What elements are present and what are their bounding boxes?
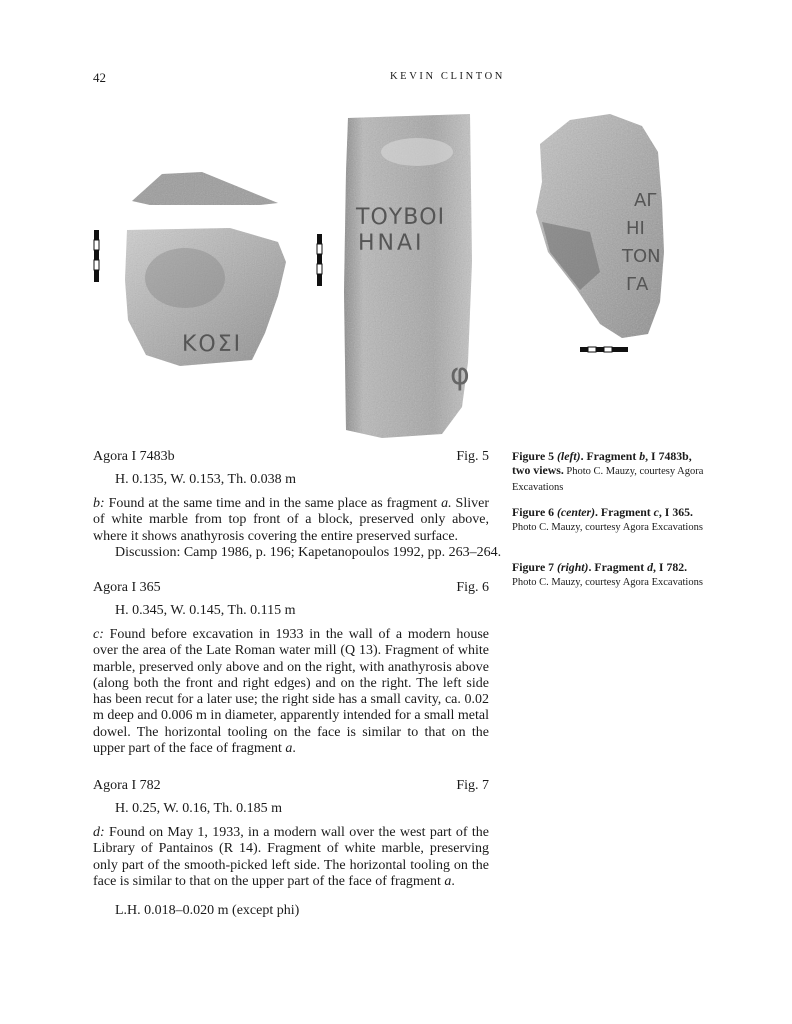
entry-c-id: Agora I 365 [93, 580, 161, 595]
fragment-c-phi: φ [450, 357, 470, 392]
entry-d-description: d: Found on May 1, 1933, in a modern wall over the west part of the Library of Pantainos (R 14). Fragment of white marble, preserving only part of the smooth-picked left side. The horizontal tooling on the face is similar to that on the upper part of the face of fragment a. [93, 825, 489, 889]
entry-c-heading [93, 580, 489, 596]
fragment-d-line-3: ΤΟΝ [622, 246, 661, 267]
entry-c-fig: Fig. 6 [456, 580, 489, 595]
fragment-d-line-2: ΗΙ [626, 218, 645, 239]
entry-b-id: Agora I 7483b [93, 449, 175, 464]
fragment-c-line-2: ΗΝΑΙ [358, 231, 425, 256]
entry-d-id: Agora I 782 [93, 778, 161, 793]
entry-d-letter-height: L.H. 0.018–0.020 m (except phi) [115, 903, 300, 918]
fragment-b-inscription: ΚΟΣΙ [182, 332, 243, 357]
figure-5-photo [90, 170, 300, 385]
entry-c-description: c: Found before excavation in 1933 in the wall of a modern house over the area of the Late Roman water mill (Q 13). Fragment of white marble, preserved only above and on the right, with anathyrosis above (along both the front and right edges) and on the right. The left side has been recut for a later use; the right side has a small cavity, ca. 0.02 m deep and 0.006 m in diameter, apparently intended for a small metal dowel. The horizontal tooling on the face is similar to that on the upper part of the face of fragment a. [93, 627, 489, 757]
fragment-d-line-4: ΓΑ [626, 274, 649, 295]
page-number: 42 [93, 70, 106, 85]
entry-b-dimensions: H. 0.135, W. 0.153, Th. 0.038 m [115, 472, 296, 487]
entry-d-heading [93, 778, 489, 794]
entry-d-fig: Fig. 7 [456, 778, 489, 793]
entry-b-fig: Fig. 5 [456, 449, 489, 464]
caption-figure-7: Figure 7 (right). Fragment d, I 782. Photo C. Mauzy, courtesy Agora Excavations [512, 560, 703, 588]
entry-b-heading [93, 449, 489, 465]
entry-c-dimensions: H. 0.345, W. 0.145, Th. 0.115 m [115, 603, 296, 618]
fragment-c-line-1: ΤΟΥΒΟΙ [356, 205, 446, 230]
entry-d-dimensions: H. 0.25, W. 0.16, Th. 0.185 m [115, 801, 282, 816]
caption-figure-5: Figure 5 (left). Fragment b, I 7483b, two views. Photo C. Mauzy, courtesy Agora Excavations [512, 449, 704, 493]
figure-6-photo [312, 112, 482, 442]
running-head: KEVIN CLINTON [390, 71, 505, 82]
fragment-d-line-1: ΑΓ [634, 190, 657, 211]
entry-b-discussion: Discussion: Camp 1986, p. 196; Kapetanopoulos 1992, pp. 263–264. [115, 545, 502, 560]
entry-b-description: b: Found at the same time and in the same place as fragment a. Sliver of white marble from top front of a block, preserved only above, where it shows anathyrosis covering the entire preserved surface. [93, 496, 489, 544]
figure-7-photo [530, 112, 680, 357]
caption-figure-6: Figure 6 (center). Fragment c, I 365. Photo C. Mauzy, courtesy Agora Excavations [512, 505, 703, 533]
